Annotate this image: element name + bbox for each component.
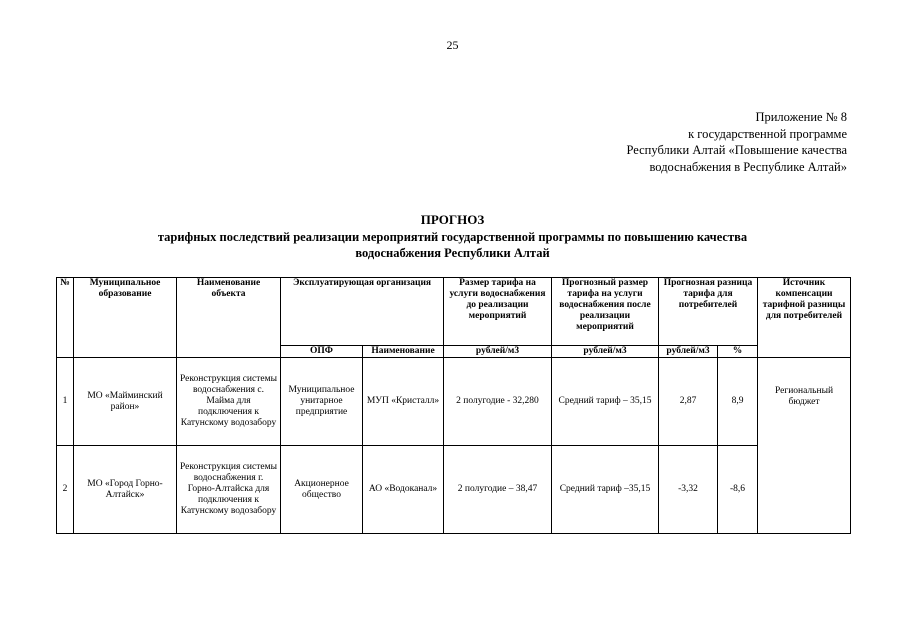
cell-opf: Муниципальное унитарное предприятие xyxy=(281,358,363,446)
cell-num: 2 xyxy=(57,446,74,534)
cell-object: Реконструкция системы водоснабжения г. Горно-Алтайска для подключения к Катунскому водозабору xyxy=(177,446,281,534)
document-title: ПРОГНОЗ xyxy=(420,212,485,227)
document-subtitle xyxy=(70,229,835,261)
cell-diff-rub: -3,32 xyxy=(659,446,718,534)
appendix-line-2: к государственной программе xyxy=(688,126,847,141)
cell-object: Реконструкция системы водоснабжения с. Майма для подключения к Катунскому водозабору xyxy=(177,358,281,446)
header-difference: Прогнозная разница тарифа для потребителей xyxy=(659,278,758,346)
appendix-line-3: Республики Алтай «Повышение качества xyxy=(626,143,847,157)
header-num: № xyxy=(57,278,74,358)
cell-org-name: АО «Водоканал» xyxy=(363,446,444,534)
subtitle-line-1: тарифных последствий реализации мероприятий государственной программы по повышению качества xyxy=(157,230,748,244)
header-opf: ОПФ xyxy=(281,346,363,358)
cell-tariff-before: 2 полугодие - 32,280 xyxy=(444,358,552,446)
header-source: Источник компенсации тарифной разницы для потребителей xyxy=(758,278,851,358)
cell-diff-rub: 2,87 xyxy=(659,358,718,446)
header-org-name: Наименование xyxy=(363,346,444,358)
cell-municipality: МО «Майминский район» xyxy=(74,358,177,446)
appendix-line-1: Приложение № 8 xyxy=(755,110,847,124)
header-diff-pct: % xyxy=(718,346,758,358)
appendix-note xyxy=(626,109,847,175)
header-tariff-before: Размер тарифа на услуги водоснабжения до реализации мероприятий xyxy=(444,278,552,346)
cell-diff-pct: 8,9 xyxy=(718,358,758,446)
header-row xyxy=(57,278,851,346)
page-number: 25 xyxy=(446,38,459,52)
subtitle-line-2: водоснабжения Республики Алтай xyxy=(355,246,550,260)
header-object: Наименование объекта xyxy=(177,278,281,358)
cell-tariff-after: Средний тариф –35,15 xyxy=(552,446,659,534)
header-organization: Эксплуатирующая организация xyxy=(281,278,444,346)
header-diff-rub: рублей/м3 xyxy=(659,346,718,358)
cell-tariff-before: 2 полугодие – 38,47 xyxy=(444,446,552,534)
table-row xyxy=(57,446,851,534)
cell-org-name: МУП «Кристалл» xyxy=(363,358,444,446)
table-row xyxy=(57,358,851,446)
header-tariff-after-unit: рублей/м3 xyxy=(552,346,659,358)
cell-municipality: МО «Город Горно-Алтайск» xyxy=(74,446,177,534)
appendix-line-4: водоснабжения в Республике Алтай» xyxy=(649,159,847,174)
forecast-table xyxy=(56,277,851,534)
cell-opf: Акционерное общество xyxy=(281,446,363,534)
cell-num: 1 xyxy=(57,358,74,446)
header-municipality: Муниципальное образование xyxy=(74,278,177,358)
header-tariff-before-unit: рублей/м3 xyxy=(444,346,552,358)
cell-source: Региональный бюджет xyxy=(758,358,851,534)
cell-diff-pct: -8,6 xyxy=(718,446,758,534)
header-tariff-after: Прогнозный размер тарифа на услуги водоснабжения после реализации мероприятий xyxy=(552,278,659,346)
cell-tariff-after: Средний тариф – 35,15 xyxy=(552,358,659,446)
